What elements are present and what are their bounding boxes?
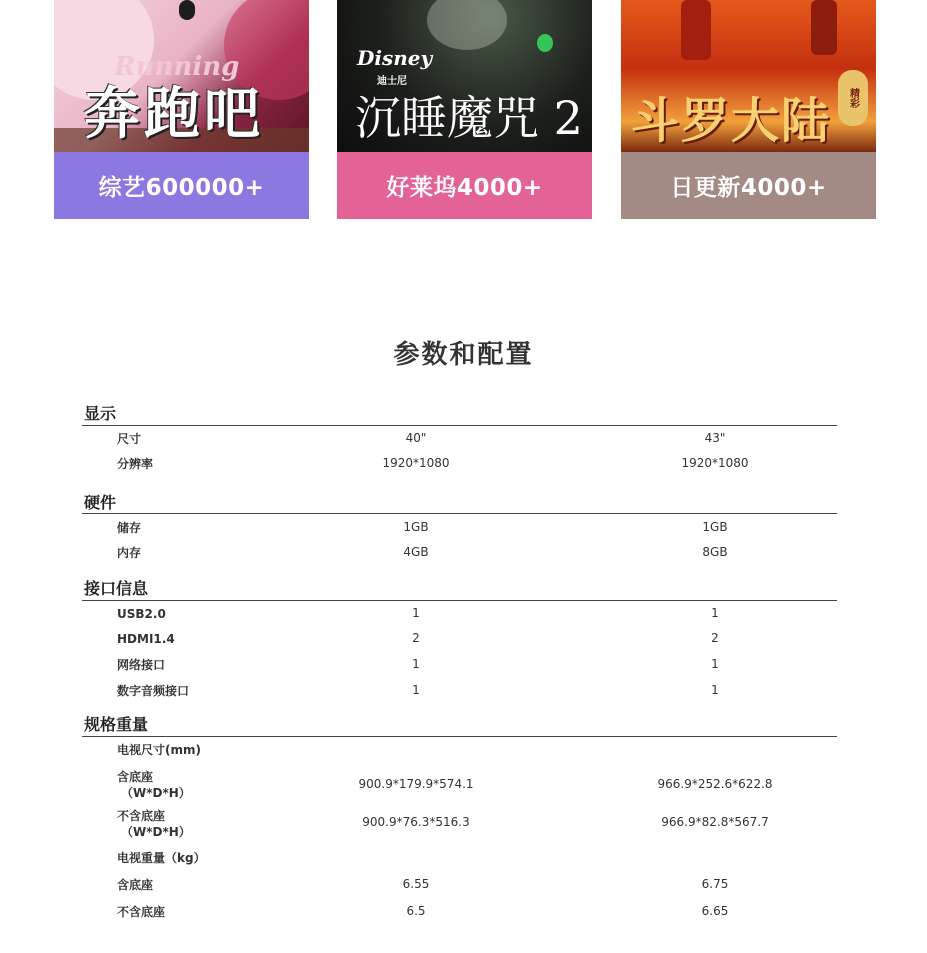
row-label: 不含底座 bbox=[117, 809, 166, 823]
value-43-inch: 8GB bbox=[702, 545, 728, 559]
category-card-hollywood[interactable] bbox=[337, 0, 592, 219]
section-divider bbox=[82, 736, 837, 737]
disney-logo: Disney bbox=[357, 46, 433, 70]
value-43-inch: 1920*1080 bbox=[681, 456, 749, 470]
section-heading-hardware: 硬件 bbox=[84, 493, 117, 512]
card-label: 好莱坞4000+ bbox=[337, 152, 592, 219]
poster-shape bbox=[537, 34, 553, 52]
row-label: 电视尺寸(mm) bbox=[117, 743, 201, 757]
value-40-inch: 2 bbox=[412, 631, 420, 645]
section-divider bbox=[82, 425, 837, 426]
poster-shape bbox=[427, 0, 507, 50]
row-label: 电视重量（kg） bbox=[117, 851, 206, 865]
poster-shape bbox=[811, 0, 837, 55]
value-40-inch: 40" bbox=[405, 431, 427, 445]
value-43-inch: 2 bbox=[711, 631, 719, 645]
row-label: 数字音频接口 bbox=[117, 684, 190, 698]
value-43-inch: 6.75 bbox=[701, 877, 729, 891]
poster-title: 斗罗大陆 bbox=[631, 93, 832, 149]
poster-image-running-man bbox=[54, 0, 309, 152]
row-label: 分辨率 bbox=[117, 457, 154, 471]
value-43-inch: 6.65 bbox=[701, 904, 729, 918]
row-label: 储存 bbox=[117, 521, 142, 535]
value-43-inch: 1GB bbox=[702, 520, 728, 534]
row-label: 含底座 bbox=[117, 770, 154, 784]
poster-title: 奔跑吧 bbox=[84, 82, 264, 147]
value-40-inch: 900.9*76.3*516.3 bbox=[362, 815, 470, 829]
poster-image-douluo bbox=[621, 0, 876, 152]
value-43-inch: 966.9*82.8*567.7 bbox=[661, 815, 769, 829]
value-40-inch: 6.55 bbox=[402, 877, 430, 891]
value-40-inch: 1920*1080 bbox=[382, 456, 450, 470]
value-40-inch: 6.5 bbox=[406, 904, 426, 918]
value-40-inch: 1 bbox=[412, 683, 420, 697]
disney-logo-sub: 迪士尼 bbox=[377, 76, 407, 87]
poster-script-text: Running bbox=[114, 52, 240, 82]
category-card-variety[interactable] bbox=[54, 0, 309, 219]
card-label: 日更新4000+ bbox=[621, 152, 876, 219]
value-43-inch: 1 bbox=[711, 683, 719, 697]
category-card-daily-update[interactable] bbox=[621, 0, 876, 219]
value-43-inch: 43" bbox=[704, 431, 726, 445]
value-43-inch: 966.9*252.6*622.8 bbox=[657, 777, 773, 791]
row-label: USB2.0 bbox=[117, 607, 166, 621]
row-label: 内存 bbox=[117, 546, 142, 560]
poster-shape bbox=[681, 0, 711, 60]
row-label: 不含底座 bbox=[117, 905, 166, 919]
section-divider bbox=[82, 600, 837, 601]
row-label-sub: （W*D*H） bbox=[121, 786, 191, 800]
value-40-inch: 1 bbox=[412, 606, 420, 620]
value-43-inch: 1 bbox=[711, 657, 719, 671]
row-label: HDMI1.4 bbox=[117, 632, 175, 646]
section-heading-display: 显示 bbox=[84, 404, 117, 423]
poster-badge: 精彩 bbox=[838, 70, 868, 126]
value-40-inch: 1 bbox=[412, 657, 420, 671]
row-label-sub: （W*D*H） bbox=[121, 825, 191, 839]
card-label: 综艺600000+ bbox=[54, 152, 309, 219]
poster-image-maleficent bbox=[337, 0, 592, 152]
section-divider bbox=[82, 513, 837, 514]
spec-title: 参数和配置 bbox=[393, 340, 534, 370]
value-40-inch: 1GB bbox=[403, 520, 429, 534]
row-label: 尺寸 bbox=[117, 432, 142, 446]
poster-shape bbox=[179, 0, 195, 20]
row-label: 含底座 bbox=[117, 878, 154, 892]
value-40-inch: 4GB bbox=[403, 545, 429, 559]
section-heading-dimensions-weight: 规格重量 bbox=[84, 715, 149, 734]
poster-title: 沉睡魔咒 2 bbox=[355, 91, 583, 145]
row-label: 网络接口 bbox=[117, 658, 166, 672]
section-heading-interfaces: 接口信息 bbox=[84, 579, 149, 598]
value-40-inch: 900.9*179.9*574.1 bbox=[358, 777, 474, 791]
value-43-inch: 1 bbox=[711, 606, 719, 620]
